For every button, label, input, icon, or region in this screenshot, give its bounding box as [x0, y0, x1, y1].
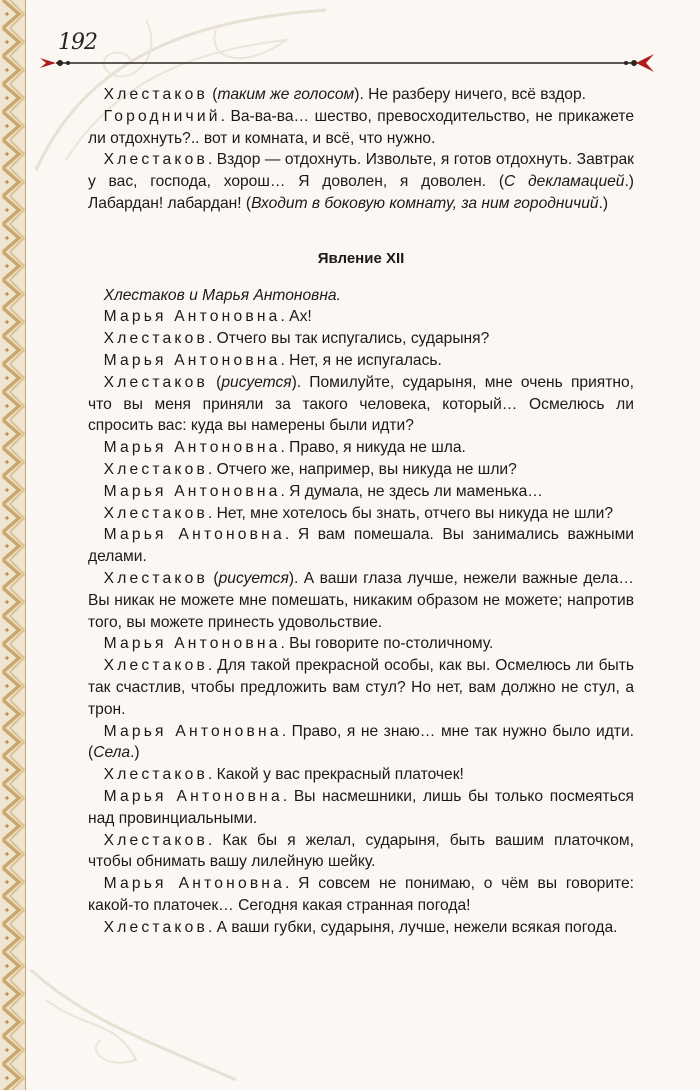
dialogue-line: Марья Антоновна. Я вам помешала. Вы занимались важными делами.	[88, 526, 634, 566]
scene-characters: Хлестаков и Марья Антоновна.	[103, 286, 341, 304]
speaker-name: Марья Антоновна	[103, 308, 281, 326]
play-text	[88, 84, 634, 938]
paragraph: Городничий. Ва-ва-ва… шество, превосходительство, не прикажете ли отдохнуть?.. вот и комната, и всё, что нужно.	[88, 107, 634, 147]
dialogue-line: Хлестаков. Отчего же, например, вы никуда не шли?	[103, 460, 517, 478]
scene-heading: Явление XII	[317, 249, 405, 267]
dialogue-line: Хлестаков. Нет, мне хотелось бы знать, отчего вы никуда не шли?	[103, 504, 613, 522]
right-arrow-icon	[636, 54, 654, 72]
speaker-name: Марья Антоновна	[103, 482, 281, 500]
dialogue	[88, 306, 634, 938]
dialogue-line: Хлестаков. Отчего вы так испугались, сударыня?	[103, 330, 490, 348]
speaker-name: Хлестаков	[103, 151, 208, 169]
stage-direction: рисуется	[221, 373, 292, 391]
speaker-name: Марья Антоновна	[103, 875, 285, 893]
swirl-ornament-bottom	[26, 960, 246, 1090]
speaker-name: Хлестаков	[103, 918, 208, 936]
speaker-name: Хлестаков	[103, 766, 208, 784]
speaker-name: Марья Антоновна	[103, 635, 281, 653]
paragraph: Хлестаков. Вздор — отдохнуть. Извольте, я готов отдохнуть. Завтрак у вас, господа, хорош… Я доволен, я доволен. (С декламацией.) Лабардан! лабардан! (Входит в боковую комнату, за ним городничий.)	[88, 151, 634, 212]
dialogue-line: Хлестаков. Какой у вас прекрасный платочек!	[103, 766, 464, 784]
speaker-name: Хлестаков	[103, 831, 208, 849]
dialogue-line: Хлестаков. Как бы я желал, сударыня, быть вашим платочком, чтобы обнимать вашу лилейную шейку.	[88, 831, 634, 871]
header-ornament-rule	[38, 50, 656, 76]
speaker-name: Хлестаков	[103, 657, 208, 675]
dialogue-line: Марья Антоновна. Право, я не знаю… мне так нужно было идти. (Села.)	[88, 722, 634, 762]
dialogue-line: Марья Антоновна. Право, я никуда не шла.	[103, 439, 466, 457]
dialogue-line: Марья Антоновна. Вы насмешники, лишь бы только посмеяться над провинциальными.	[88, 787, 634, 827]
speaker-name: Городничий	[103, 107, 221, 125]
speaker-name: Хлестаков	[103, 504, 208, 522]
dialogue-line: Марья Антоновна. Нет, я не испугалась.	[103, 351, 442, 369]
speaker-name: Марья Антоновна	[103, 351, 281, 369]
speaker-name: Марья Антоновна	[103, 722, 282, 740]
dialogue-line: Хлестаков (рисуется). Помилуйте, сударыня, мне очень приятно, что вы меня приняли за такого человека, который… Осмелюсь ли спросить вас: куда вы намерены были идти?	[88, 373, 635, 435]
speaker-name: Марья Антоновна	[103, 526, 285, 544]
speaker-name: Хлестаков	[103, 569, 208, 587]
speaker-name: Марья Антоновна	[103, 439, 281, 457]
dialogue-line: Марья Антоновна. Вы говорите по-столичному.	[103, 635, 494, 653]
speaker-name: Хлестаков	[103, 373, 208, 391]
speaker-name: Хлестаков	[103, 86, 208, 103]
dialogue-line: Хлестаков. Для такой прекрасной особы, как вы. Осмелюсь ли быть так счастлив, чтобы предложить вам стул? Но нет, вам должно не стул, а трон.	[88, 657, 634, 718]
speaker-name: Хлестаков	[103, 460, 208, 478]
stage-direction: рисуется	[218, 569, 289, 587]
stage-direction: таким же голосом	[217, 86, 355, 103]
paragraph: Хлестаков (таким же голосом). Не разберу ничего, всё вздор.	[103, 86, 586, 103]
stage-direction: Входит в боковую комнату, за ним городничий	[251, 194, 599, 212]
stage-direction: Села	[93, 744, 131, 762]
page-number: 192	[58, 30, 97, 55]
dialogue-line: Марья Антоновна. Я совсем не понимаю, о чём вы говорите: какой-то платочек… Сегодня какая странная погода!	[88, 875, 634, 914]
dialogue-line: Хлестаков (рисуется). А ваши глаза лучше, нежели важные дела… Вы никак не можете мне помешать, никаким образом не можете; напротив того, вы можете принесть удовольствие.	[88, 569, 634, 631]
speaker-name: Хлестаков	[103, 330, 208, 348]
dialogue-line: Хлестаков. А ваши губки, сударыня, лучше, нежели всякая погода.	[103, 918, 618, 936]
decorative-border	[0, 0, 26, 1090]
dialogue-line: Марья Антоновна. Я думала, не здесь ли маменька…	[103, 482, 543, 500]
left-arrow-icon	[40, 58, 56, 68]
dialogue-line: Марья Антоновна. Ах!	[103, 308, 312, 326]
stage-direction: С декламацией	[504, 173, 625, 191]
speaker-name: Марья Антоновна	[103, 787, 283, 805]
